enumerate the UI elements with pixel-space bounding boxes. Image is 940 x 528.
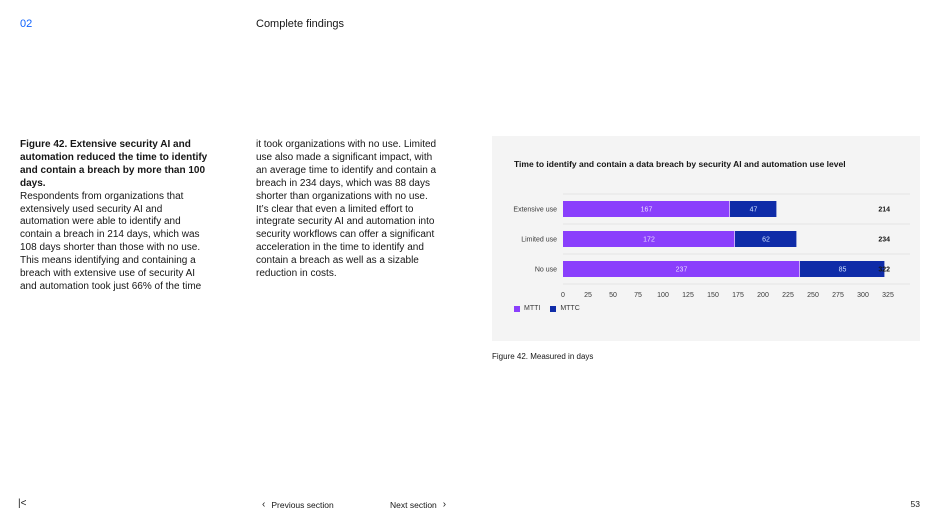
category-label: Limited use xyxy=(521,236,557,244)
category-label: Extensive use xyxy=(513,206,557,214)
x-tick-label: 200 xyxy=(757,292,769,299)
x-tick-label: 225 xyxy=(782,292,794,299)
data-label: 62 xyxy=(762,236,770,244)
legend-label-mtti: MTTI xyxy=(524,305,541,312)
body-text-2: it took organizations with no use. Limited use also made a significant impact, with an average time to identify and contain a breach in 234 days, which was 88 days shorter than organizations with no use. It’s clear that even a limited effort to integrate security AI and automation into security workflows can offer a significant acceleration in the time to identify and contain a breach as well as a sizable reduction in costs. xyxy=(256,139,437,280)
body-text-1: Respondents from organizations that extensively used security AI and automation were able to identify and contain a breach in 214 days, which was 108 days shorter than those with no use. This means identifying and containing a breach with extensive use of security AI and automation took just 66% of the time xyxy=(20,190,202,292)
next-section-link[interactable] xyxy=(390,499,452,510)
x-tick-label: 175 xyxy=(732,292,744,299)
total-label: 214 xyxy=(878,206,890,214)
data-label: 47 xyxy=(749,206,758,214)
legend-label-mttc: MTTC xyxy=(560,305,580,312)
x-tick-label: 75 xyxy=(634,292,642,299)
first-page-icon[interactable]: |< xyxy=(18,498,27,509)
legend-swatch-mtti xyxy=(514,306,520,312)
chart-title: Time to identify and contain a data breach by security AI and automation use level xyxy=(514,159,846,169)
x-tick-label: 150 xyxy=(707,292,719,299)
section-number: 02 xyxy=(20,18,33,30)
previous-section-link[interactable] xyxy=(256,499,334,510)
previous-section-label: Previous section xyxy=(271,499,334,510)
text-column-1 xyxy=(20,139,210,294)
category-label: No use xyxy=(534,266,557,274)
x-tick-label: 100 xyxy=(657,292,669,299)
x-tick-label: 275 xyxy=(832,292,844,299)
total-label: 322 xyxy=(878,266,890,274)
x-tick-label: 300 xyxy=(857,292,869,299)
text-column-2 xyxy=(256,139,442,281)
page-number: 53 xyxy=(910,499,920,509)
data-label: 237 xyxy=(675,266,688,274)
chevron-left-icon: ‹ xyxy=(262,499,266,510)
chart-legend xyxy=(514,305,580,312)
data-label: 85 xyxy=(838,266,847,274)
x-tick-label: 25 xyxy=(584,292,592,299)
next-section-label: Next section xyxy=(390,499,437,510)
x-tick-label: 0 xyxy=(561,292,565,299)
legend-item-mtti xyxy=(514,305,540,312)
data-label: 167 xyxy=(640,206,653,214)
data-label: 172 xyxy=(643,236,655,244)
figure-note: Figure 42. Measured in days xyxy=(492,352,594,361)
figure-heading: Figure 42. Extensive security AI and automation reduced the time to identify and contain a breach by more than 100 days. xyxy=(20,139,208,189)
chevron-right-icon: › xyxy=(442,499,447,510)
x-tick-label: 250 xyxy=(807,292,819,299)
legend-swatch-mttc xyxy=(550,306,556,312)
x-tick-label: 50 xyxy=(609,292,617,299)
x-tick-label: 125 xyxy=(682,292,694,299)
chart-panel xyxy=(492,136,920,341)
total-label: 234 xyxy=(878,236,890,244)
section-title: Complete findings xyxy=(256,18,345,30)
x-tick-label: 325 xyxy=(882,292,894,299)
legend-item-mttc xyxy=(550,305,579,312)
